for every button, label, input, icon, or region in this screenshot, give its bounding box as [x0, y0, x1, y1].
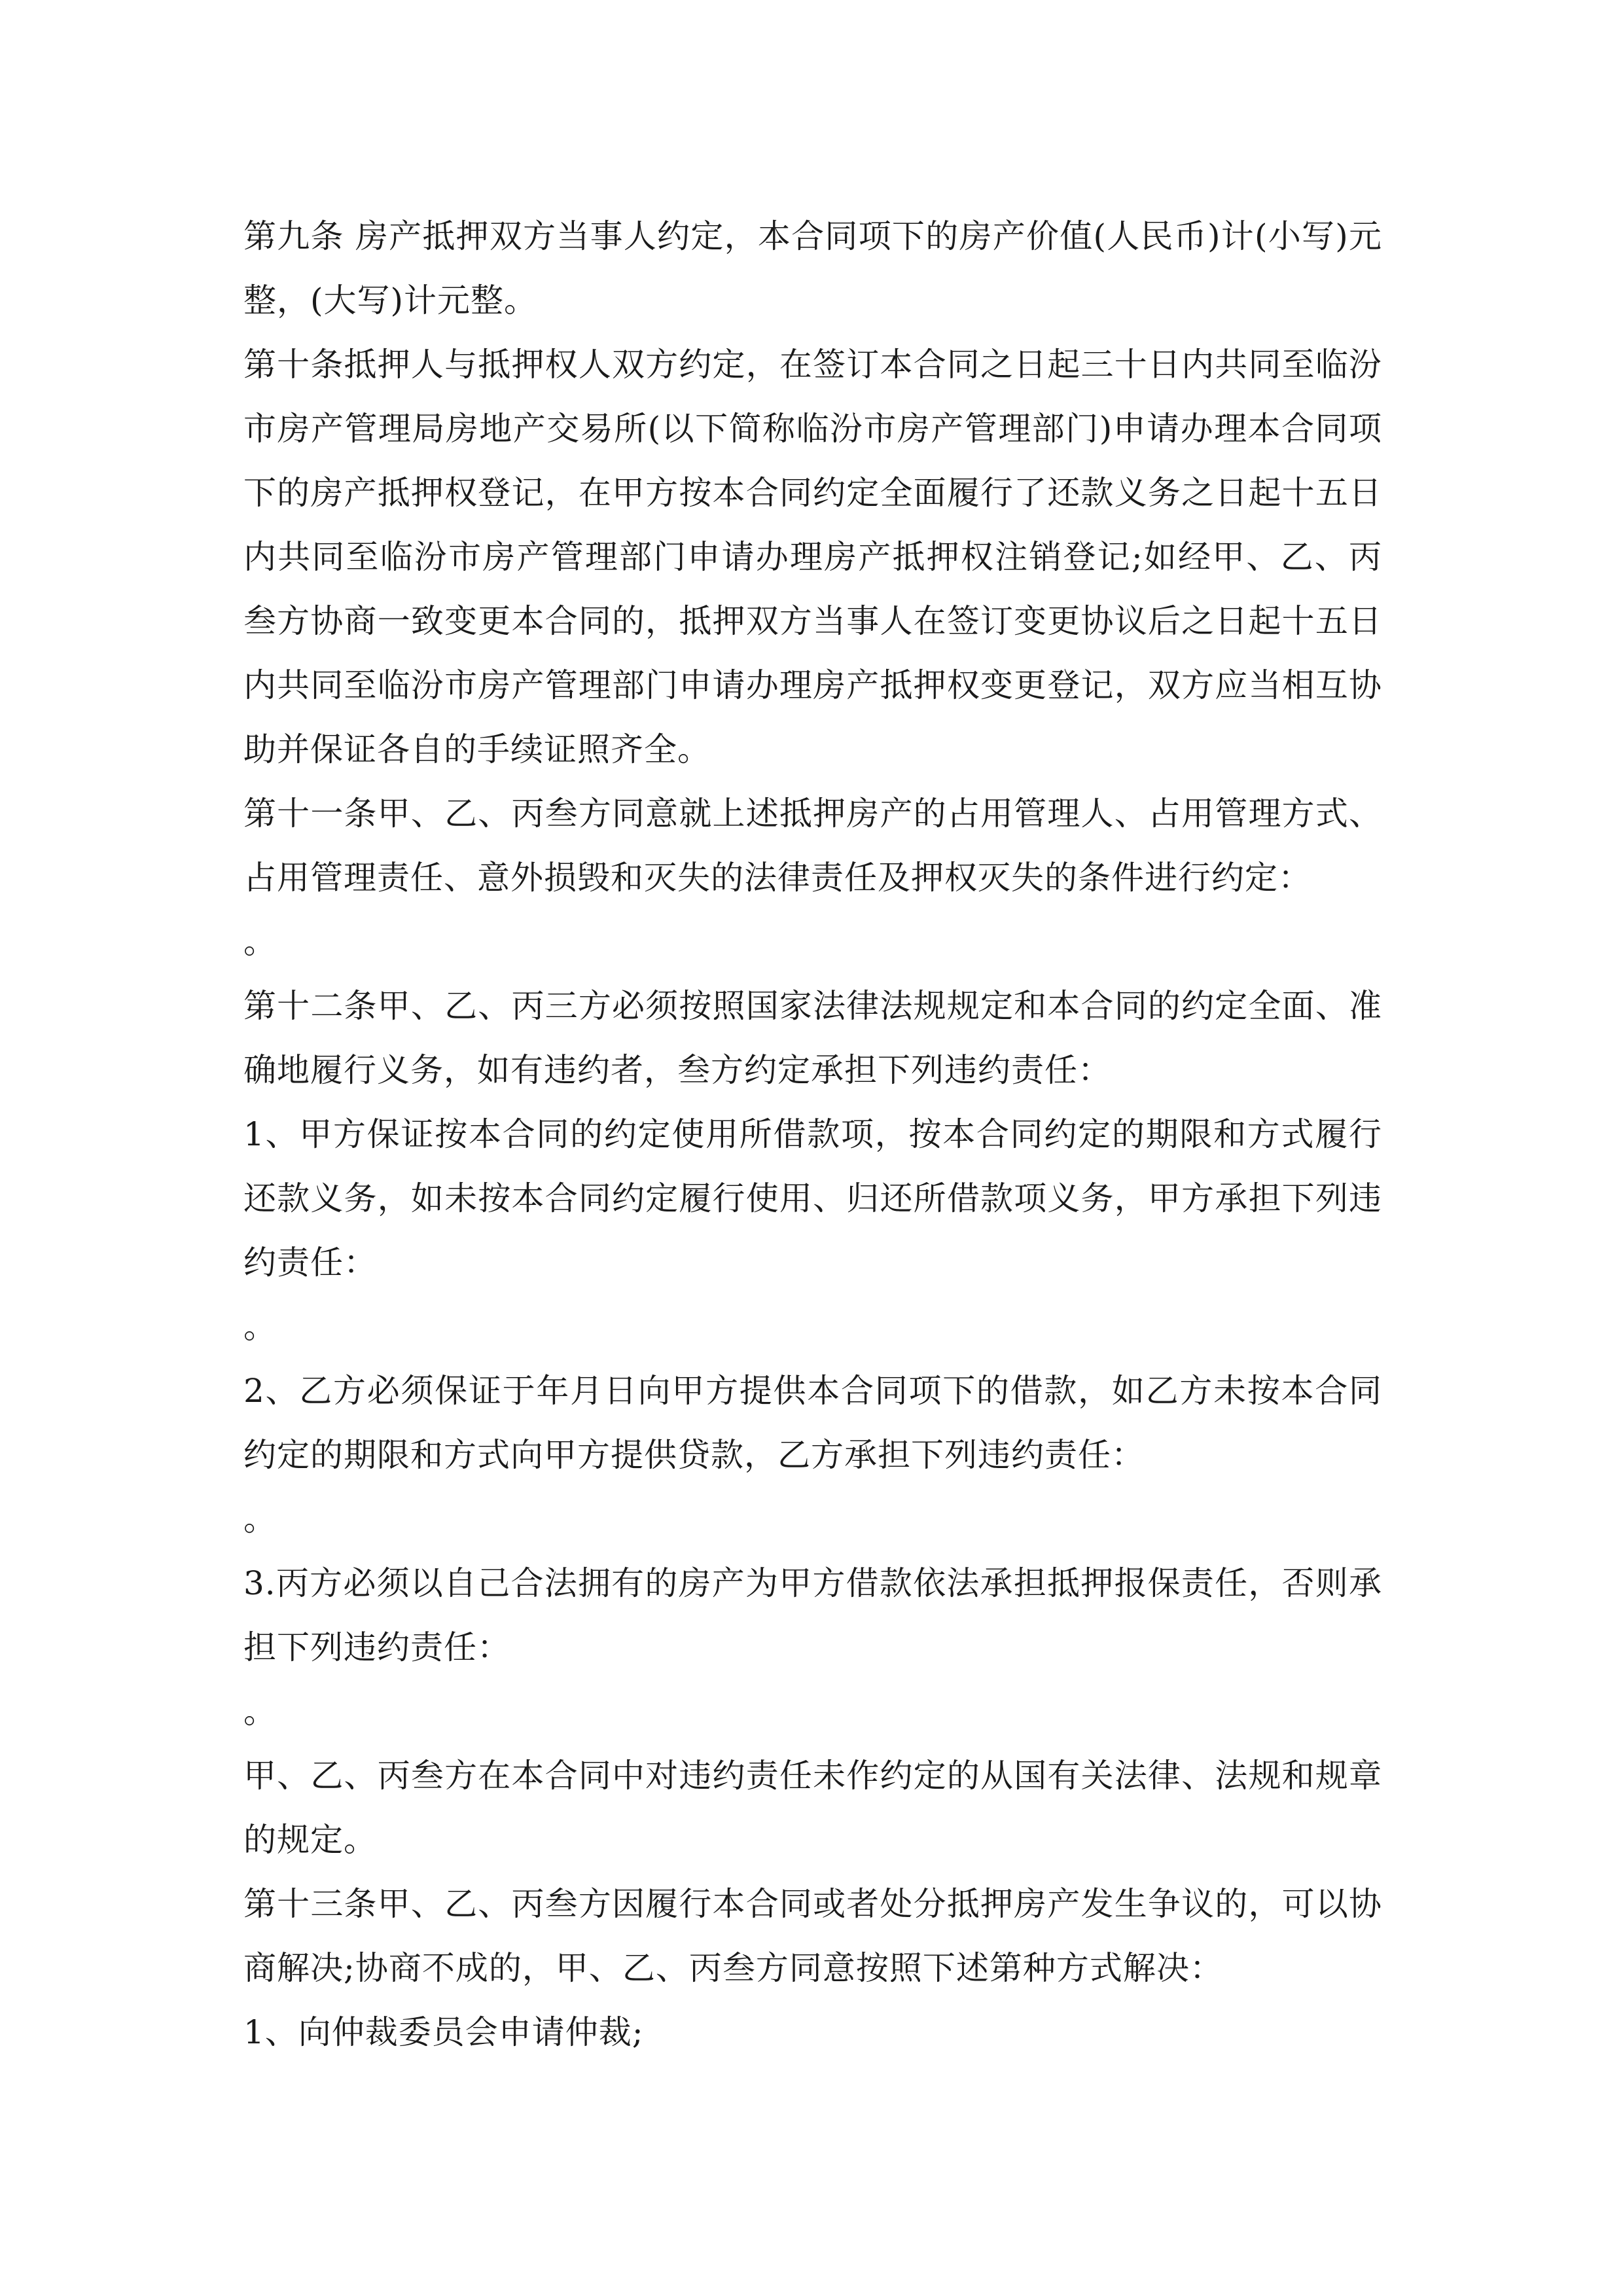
- clause-10: 第十条抵押人与抵押权人双方约定，在签订本合同之日起三十日内共同至临汾市房产管理局房地产交易所(以下简称临汾市房产管理部门)申请办理本合同项下的房产抵押权登记，在甲方按本合同约定全面履行了还款义务之日起十五日内共同至临汾市房产管理部门申请办理房产抵押权注销登记;如经甲、乙、丙叁方协商一致变更本合同的，抵押双方当事人在签订变更协议后之日起十五日内共同至临汾市房产管理部门申请办理房产抵押权变更登记，双方应当相互协助并保证各自的手续证照齐全。: [243, 346, 1382, 768]
- clause-13: 第十三条甲、乙、丙叁方因履行本合同或者处分抵押房产发生争议的，可以协商解决;协商不成的，甲、乙、丙叁方同意按照下述第种方式解决：: [243, 1885, 1382, 1987]
- clause-11-blank: 。: [243, 923, 277, 961]
- clause-9: 第九条 房产抵押双方当事人约定，本合同项下的房产价值(人民币)计(小写)元整，(大写)计元整。: [243, 217, 1382, 319]
- clause-12-item-3-blank: 。: [243, 1693, 277, 1731]
- clause-12-supplement: 甲、乙、丙叁方在本合同中对违约责任未作约定的从国有关法律、法规和规章的规定。: [243, 1757, 1382, 1859]
- contract-body: [243, 204, 1382, 2064]
- clause-12-item-1-blank: 。: [243, 1308, 277, 1346]
- clause-12: 第十二条甲、乙、丙三方必须按照国家法律法规规定和本合同的约定全面、准确地履行义务，如有违约者，叁方约定承担下列违约责任：: [243, 987, 1382, 1089]
- clause-12-item-2: 2、乙方必须保证于年月日向甲方提供本合同项下的借款，如乙方未按本合同约定的期限和方式向甲方提供贷款，乙方承担下列违约责任：: [243, 1372, 1382, 1474]
- clause-12-item-2-blank: 。: [243, 1500, 277, 1538]
- clause-13-item-1: 1、向仲裁委员会申请仲裁;: [243, 2013, 644, 2051]
- clause-12-item-1: 1、甲方保证按本合同的约定使用所借款项，按本合同约定的期限和方式履行还款义务，如未按本合同约定履行使用、归还所借款项义务，甲方承担下列违约责任：: [243, 1115, 1382, 1282]
- clause-12-item-3: 3.丙方必须以自己合法拥有的房产为甲方借款依法承担抵押报保责任，否则承担下列违约责任：: [243, 1564, 1382, 1666]
- clause-11: 第十一条甲、乙、丙叁方同意就上述抵押房产的占用管理人、占用管理方式、占用管理责任、意外损毁和灭失的法律责任及押权灭失的条件进行约定：: [243, 795, 1382, 897]
